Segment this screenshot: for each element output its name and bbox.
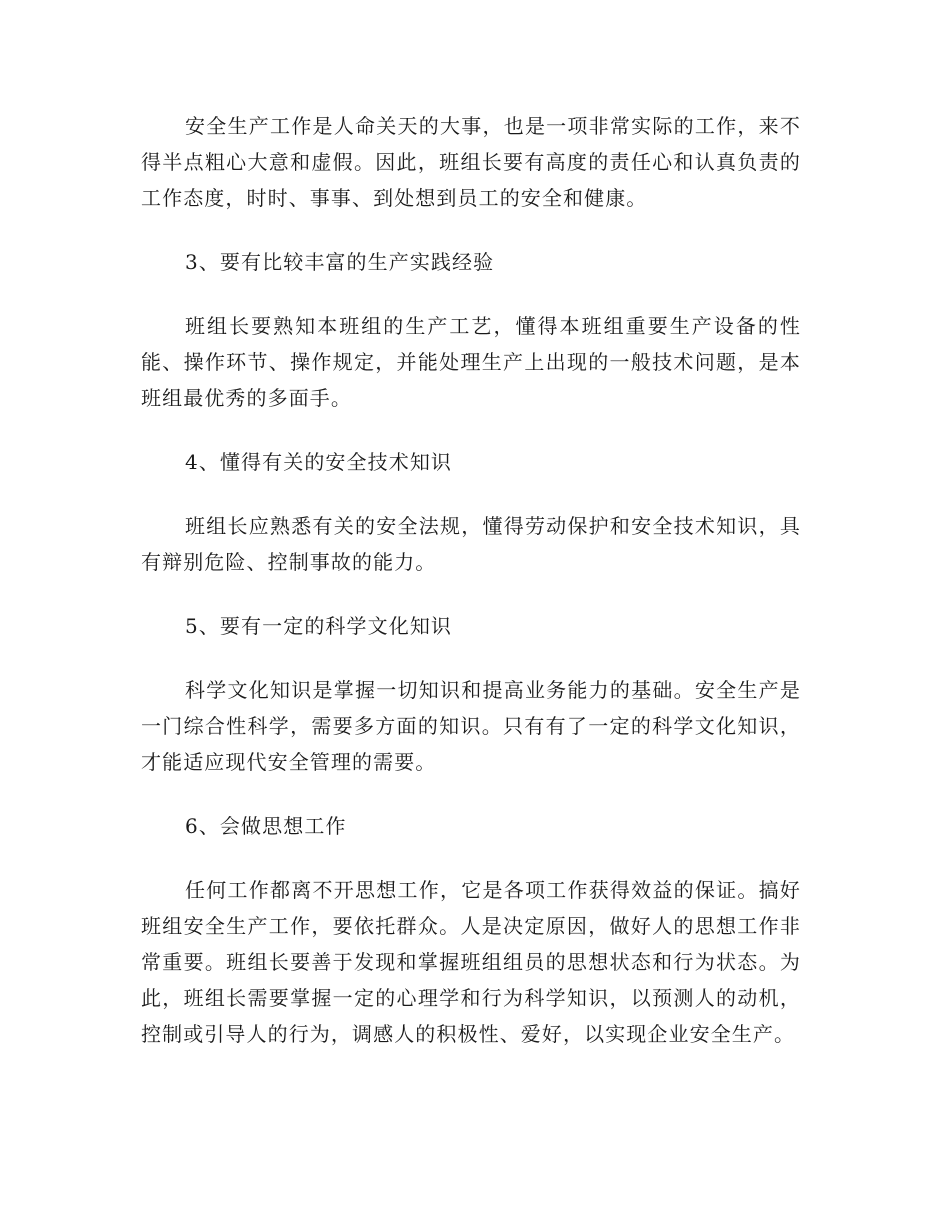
- document-body: [141, 108, 801, 1080]
- heading-science-culture: 5、要有一定的科学文化知识: [185, 614, 453, 638]
- heading-production-experience: 3、要有比较丰富的生产实践经验: [185, 250, 495, 274]
- paragraph-safety-knowledge: 班组长应熟悉有关的安全法规，懂得劳动保护和安全技术知识，具有辩别危险、控制事故的能力。: [141, 514, 801, 574]
- paragraph-science-culture: 科学文化知识是掌握一切知识和提高业务能力的基础。安全生产是一门综合性科学，需要多方面的知识。只有有了一定的科学文化知识，才能适应现代安全管理的需要。: [141, 678, 801, 774]
- heading-safety-knowledge: 4、懂得有关的安全技术知识: [185, 450, 453, 474]
- paragraph-ideological-work: 任何工作都离不开思想工作，它是各项工作获得效益的保证。搞好班组安全生产工作，要依托群众。人是决定原因，做好人的思想工作非常重要。班组长要善于发现和掌握班组组员的思想状态和行为状态。为此，班组长需要掌握一定的心理学和行为科学知识，以预测人的动机，控制或引导人的行为，调感人的积极性、爱好，以实现企业安全生产。: [141, 878, 801, 1046]
- paragraph-production-experience: 班组长要熟知本班组的生产工艺，懂得本班组重要生产设备的性能、操作环节、操作规定，并能处理生产上出现的一般技术问题，是本班组最优秀的多面手。: [141, 314, 801, 410]
- paragraph-safety-responsibility: 安全生产工作是人命关天的大事，也是一项非常实际的工作，来不得半点粗心大意和虚假。因此，班组长要有高度的责任心和认真负责的工作态度，时时、事事、到处想到员工的安全和健康。: [141, 114, 801, 210]
- heading-ideological-work: 6、会做思想工作: [185, 814, 347, 838]
